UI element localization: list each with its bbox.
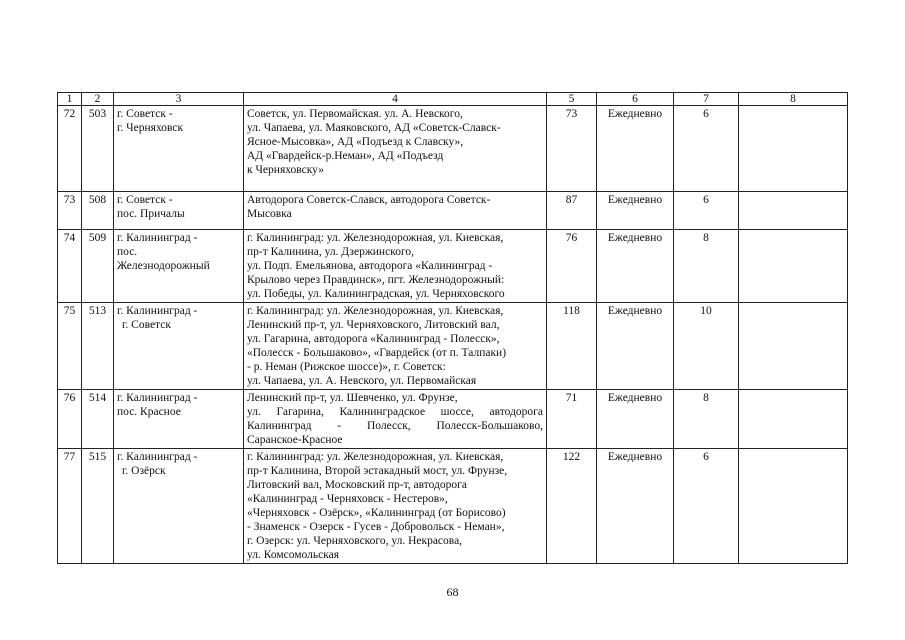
row-number: 76 <box>63 392 76 404</box>
route-path-line: АД «Гвардейск-р.Неман», АД «Подъезд <box>247 150 444 162</box>
route-name-cell <box>114 303 244 390</box>
route-name-line: пос. Причалы <box>117 208 185 220</box>
route-number: 514 <box>88 392 107 404</box>
table-row <box>58 192 848 230</box>
trip-count: 6 <box>703 451 709 463</box>
row-number-cell <box>58 230 82 303</box>
route-number: 503 <box>88 108 107 120</box>
trip-count-cell <box>674 192 739 230</box>
route-length: 73 <box>565 108 578 120</box>
route-path-line: ул. Чапаева, ул. А. Невского, ул. Первомайская <box>247 375 477 387</box>
table-header-row <box>58 93 848 106</box>
route-path-line: Ленинский пр-т, ул. Черняховского, Литовский вал, <box>247 319 500 331</box>
note-cell <box>739 390 848 449</box>
schedule: Ежедневно <box>607 108 663 120</box>
schedule: Ежедневно <box>607 392 663 404</box>
schedule-cell <box>597 449 674 564</box>
route-name-line: пос. <box>117 246 138 258</box>
note-cell <box>739 192 848 230</box>
row-number: 72 <box>63 108 76 120</box>
route-path-line: «Калининград - Черняховск - Нестеров», <box>247 493 448 505</box>
route-number-cell <box>82 449 114 564</box>
route-length-cell <box>547 449 597 564</box>
route-name-line: г. Советск - <box>117 194 173 206</box>
route-path-line: Ленинский пр-т, ул. Шевченко, ул. Фрунзе, <box>247 392 458 404</box>
route-path-line: «Полесск - Большаково», «Гвардейск (от п. Талпаки) <box>247 347 507 359</box>
route-name-line: г. Озёрск <box>122 465 166 477</box>
trip-count-cell <box>674 106 739 192</box>
trip-count: 6 <box>703 194 709 206</box>
route-path-line: Мысовка <box>247 208 292 220</box>
route-number-cell <box>82 230 114 303</box>
note-cell <box>739 230 848 303</box>
route-name-line: г. Калининград - <box>117 451 198 463</box>
route-path-line: пр-т Калинина, Второй эстакадный мост, ул. Фрунзе, <box>247 465 508 477</box>
route-name-line: г. Черняховск <box>117 122 184 134</box>
schedule-cell <box>597 106 674 192</box>
row-number-cell <box>58 303 82 390</box>
route-path-line: г. Калининград: ул. Железнодорожная, ул. Киевская, <box>247 305 504 317</box>
note-cell <box>739 449 848 564</box>
route-number-cell <box>82 303 114 390</box>
table-row <box>58 449 848 564</box>
route-path-line: Крылово через Правдинск», пгт. Железнодорожный: <box>247 274 505 286</box>
trip-count: 8 <box>703 392 709 404</box>
route-path-line: «Черняховск - Озёрск», «Калининград (от Борисово) <box>247 507 506 519</box>
route-name-cell <box>114 106 244 192</box>
header-cell-3: 3 <box>114 93 244 106</box>
route-length-cell <box>547 106 597 192</box>
route-path-line: ул. Подп. Емельянова, автодорога «Калининград - <box>247 260 493 272</box>
route-name-line: г. Калининград - <box>117 392 198 404</box>
route-path-line: Ясное-Мысовка», АД «Подъезд к Славску», <box>247 136 464 148</box>
schedule-cell <box>597 390 674 449</box>
header-cell-5: 5 <box>547 93 597 106</box>
route-path-line: Саранское-Красное <box>247 434 343 446</box>
trip-count-cell <box>674 230 739 303</box>
schedule-cell <box>597 303 674 390</box>
row-number: 77 <box>63 451 76 463</box>
route-path-line: ул. Победы, ул. Калининградская, ул. Черняховского <box>247 288 505 300</box>
row-number-cell <box>58 192 82 230</box>
header-cell-1: 1 <box>58 93 82 106</box>
schedule: Ежедневно <box>607 194 663 206</box>
trip-count-cell <box>674 390 739 449</box>
route-path-line: г. Калининград: ул. Железнодорожная, ул. Киевская, <box>247 232 504 244</box>
route-path-line: к Черняховску» <box>247 164 324 176</box>
table-row <box>58 390 848 449</box>
row-number: 73 <box>63 194 76 206</box>
header-cell-4: 4 <box>244 93 547 106</box>
route-name-cell <box>114 230 244 303</box>
header-cell-2: 2 <box>82 93 114 106</box>
route-path-line: - Знаменск - Озерск - Гусев - Добровольск - Неман», <box>247 521 505 533</box>
route-name-line: г. Калининград - <box>117 232 198 244</box>
route-path-line: Автодорога Советск-Славск, автодорога Советск- <box>247 194 491 206</box>
route-number-cell <box>82 390 114 449</box>
table-row <box>58 303 848 390</box>
routes-table <box>57 92 848 564</box>
table-row <box>58 106 848 192</box>
route-name-cell <box>114 390 244 449</box>
route-name-cell <box>114 192 244 230</box>
header-cell-8: 8 <box>739 93 848 106</box>
header-cell-7: 7 <box>674 93 739 106</box>
route-path-cell <box>244 192 547 230</box>
route-number-cell <box>82 106 114 192</box>
route-path-line: пр-т Калинина, ул. Дзержинского, <box>247 246 414 258</box>
route-number: 515 <box>88 451 107 463</box>
trip-count: 8 <box>703 232 709 244</box>
route-path-line: Литовский вал, Московский пр-т, автодорога <box>247 479 467 491</box>
route-path-cell <box>244 230 547 303</box>
route-path-cell <box>244 303 547 390</box>
route-path-line: - р. Неман (Рижское шоссе)», г. Советск: <box>247 361 446 373</box>
schedule-cell <box>597 192 674 230</box>
route-path-cell <box>244 449 547 564</box>
route-length-cell <box>547 303 597 390</box>
row-number-cell <box>58 106 82 192</box>
route-length: 76 <box>565 232 578 244</box>
route-name-line: г. Советск - <box>117 108 173 120</box>
route-length-cell <box>547 230 597 303</box>
route-name-line: Железнодорожный <box>117 260 210 272</box>
schedule-cell <box>597 230 674 303</box>
trip-count: 6 <box>703 108 709 120</box>
schedule: Ежедневно <box>607 451 663 463</box>
route-length: 71 <box>565 392 578 404</box>
note-cell <box>739 303 848 390</box>
route-path-line: Калининград - Полесск, Полесск-Большаково, <box>247 420 543 432</box>
route-path-cell <box>244 106 547 192</box>
route-length: 122 <box>562 451 581 463</box>
row-number-cell <box>58 390 82 449</box>
route-path-line: ул. Чапаева, ул. Маяковского, АД «Советск-Славск- <box>247 122 501 134</box>
route-length-cell <box>547 390 597 449</box>
schedule: Ежедневно <box>607 232 663 244</box>
route-number-cell <box>82 192 114 230</box>
trip-count: 10 <box>700 305 712 317</box>
header-cell-6: 6 <box>597 93 674 106</box>
route-name-cell <box>114 449 244 564</box>
route-name-line: г. Советск <box>122 319 171 331</box>
schedule: Ежедневно <box>607 305 663 317</box>
table-row <box>58 230 848 303</box>
row-number: 74 <box>63 232 76 244</box>
note-cell <box>739 106 848 192</box>
route-path-line: ул. Комсомольская <box>247 549 340 561</box>
route-length-cell <box>547 192 597 230</box>
route-path-cell <box>244 390 547 449</box>
route-length: 118 <box>563 305 580 317</box>
route-number: 509 <box>88 232 107 244</box>
row-number-cell <box>58 449 82 564</box>
route-name-line: г. Калининград - <box>117 305 198 317</box>
row-number: 75 <box>63 305 76 317</box>
route-path-line: ул. Гагарина, автодорога «Калининград - Полесск», <box>247 333 500 345</box>
route-name-line: пос. Красное <box>117 406 181 418</box>
route-number: 513 <box>88 305 107 317</box>
route-path-line: ул. Гагарина, Калининградское шоссе, автодорога <box>247 406 543 418</box>
route-path-line: г. Озерск: ул. Черняховского, ул. Некрасова, <box>247 535 463 547</box>
route-length: 87 <box>565 194 578 206</box>
trip-count-cell <box>674 449 739 564</box>
trip-count-cell <box>674 303 739 390</box>
route-path-line: Советск, ул. Первомайская. ул. А. Невского, <box>247 108 463 120</box>
route-path-line: г. Калининград: ул. Железнодорожная, ул. Киевская, <box>247 451 504 463</box>
route-number: 508 <box>88 194 107 206</box>
page-number: 68 <box>446 585 459 599</box>
